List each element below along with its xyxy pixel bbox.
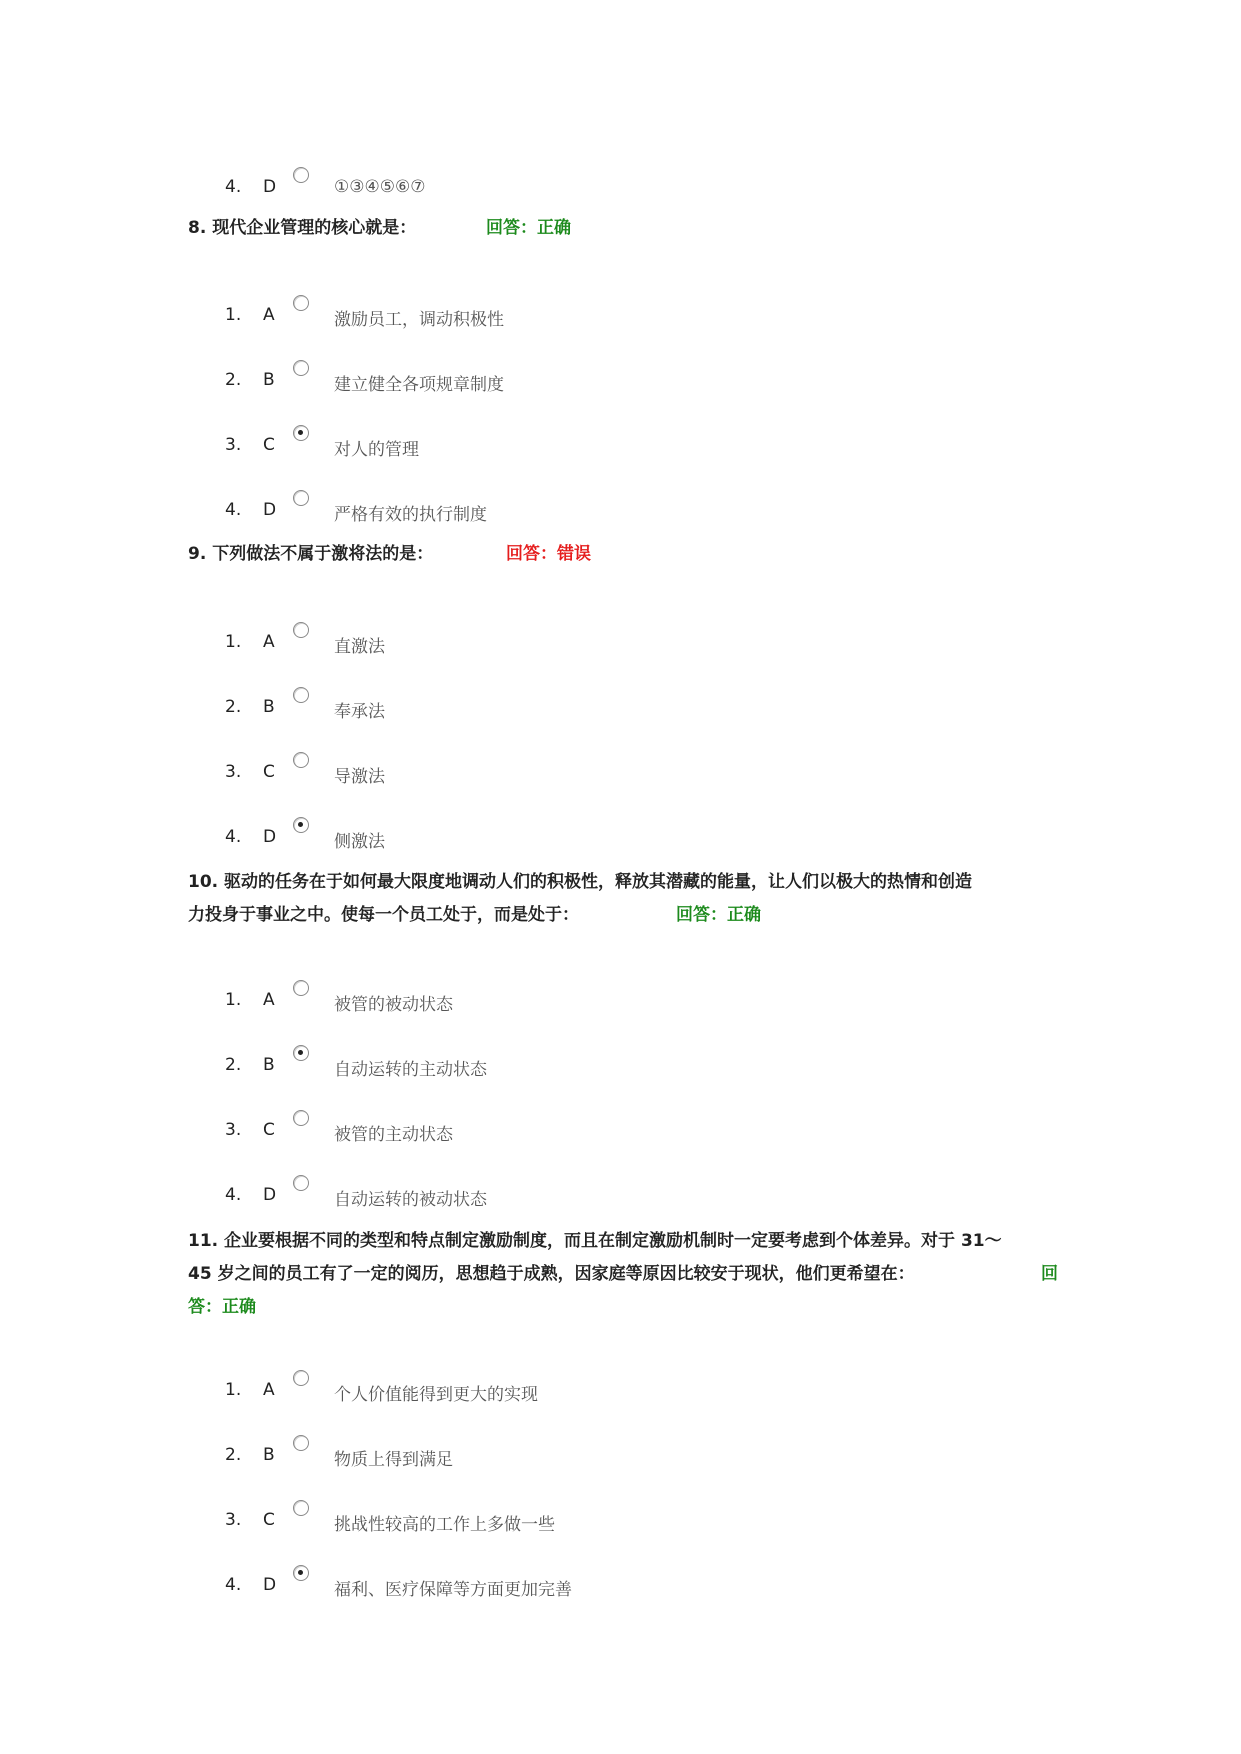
option-number: 2.	[225, 1055, 242, 1075]
question-10	[188, 866, 972, 932]
option-row	[0, 1575, 800, 1605]
option-text: 被管的被动状态	[334, 995, 453, 1015]
radio-button[interactable]	[293, 752, 309, 768]
option-text: 奉承法	[334, 702, 385, 722]
option-row	[0, 1055, 800, 1085]
option-text: 个人价值能得到更大的实现	[334, 1385, 538, 1405]
option-text: 挑战性较高的工作上多做一些	[334, 1515, 555, 1535]
question-text: 力投身于事业之中。使每一个员工处于，而是处于：	[188, 905, 579, 925]
radio-button[interactable]	[293, 360, 309, 376]
radio-button-selected[interactable]	[293, 1045, 309, 1061]
option-row	[0, 1510, 800, 1540]
option-letter: B	[263, 1445, 275, 1465]
radio-button[interactable]	[293, 1500, 309, 1516]
option-number: 3.	[225, 762, 242, 782]
radio-button[interactable]	[293, 980, 309, 996]
answer-result: 回答：正确	[486, 218, 571, 238]
option-letter: D	[263, 177, 277, 197]
option-row	[0, 827, 800, 857]
radio-button-selected[interactable]	[293, 1565, 309, 1581]
option-letter: A	[263, 305, 275, 325]
option-number: 3.	[225, 1120, 242, 1140]
option-row	[0, 762, 800, 792]
radio-button[interactable]	[293, 490, 309, 506]
option-row	[0, 990, 800, 1020]
option-text: 物质上得到满足	[334, 1450, 453, 1470]
option-row	[0, 697, 800, 727]
question-text-line-2	[188, 899, 972, 932]
question-9	[188, 538, 591, 571]
option-row	[0, 500, 800, 530]
option-text: 福利、医疗保障等方面更加完善	[334, 1580, 572, 1600]
answer-result: 回答：正确	[676, 905, 761, 925]
option-number: 4.	[225, 500, 242, 520]
option-text: 自动运转的主动状态	[334, 1060, 487, 1080]
option-number: 1.	[225, 990, 242, 1010]
option-text: ①③④⑤⑥⑦	[334, 177, 426, 197]
answer-result: 回答：错误	[506, 544, 591, 564]
option-row	[0, 1445, 800, 1475]
radio-button[interactable]	[293, 1370, 309, 1386]
option-number: 3.	[225, 1510, 242, 1530]
option-row	[0, 435, 800, 465]
question-text-line-2	[188, 1258, 1058, 1291]
option-letter: C	[263, 1120, 275, 1140]
option-text: 直激法	[334, 637, 385, 657]
option-letter: B	[263, 370, 275, 390]
option-letter: C	[263, 435, 275, 455]
option-row	[0, 370, 800, 400]
question-text: 8. 现代企业管理的核心就是：	[188, 218, 417, 238]
option-row	[0, 177, 800, 207]
option-letter: C	[263, 1510, 275, 1530]
question-text-line-1: 10. 驱动的任务在于如何最大限度地调动人们的积极性，释放其潜藏的能量，让人们以极大的热情和创造	[188, 872, 973, 892]
option-letter: D	[263, 1575, 277, 1595]
option-number: 4.	[225, 177, 242, 197]
radio-button-selected[interactable]	[293, 425, 309, 441]
question-11	[188, 1225, 1058, 1324]
option-number: 1.	[225, 1380, 242, 1400]
option-row	[0, 1120, 800, 1150]
option-number: 2.	[225, 370, 242, 390]
question-text-line-1: 11. 企业要根据不同的类型和特点制定激励制度，而且在制定激励机制时一定要考虑到个体差异。对于 31～	[188, 1231, 1002, 1251]
radio-button-selected[interactable]	[293, 817, 309, 833]
question-text: 45 岁之间的员工有了一定的阅历，思想趋于成熟，因家庭等原因比较安于现状，他们更希望在：	[188, 1264, 915, 1284]
option-row	[0, 1380, 800, 1410]
radio-button[interactable]	[293, 622, 309, 638]
option-row	[0, 632, 800, 662]
answer-prefix: 回	[1041, 1264, 1058, 1284]
option-text: 激励员工，调动积极性	[334, 310, 504, 330]
option-text: 对人的管理	[334, 440, 419, 460]
option-text: 严格有效的执行制度	[334, 505, 487, 525]
radio-button[interactable]	[293, 1110, 309, 1126]
option-number: 2.	[225, 1445, 242, 1465]
option-letter: B	[263, 1055, 275, 1075]
option-letter: C	[263, 762, 275, 782]
radio-button[interactable]	[293, 167, 309, 183]
option-letter: D	[263, 1185, 277, 1205]
option-text: 导激法	[334, 767, 385, 787]
option-letter: A	[263, 632, 275, 652]
option-text: 自动运转的被动状态	[334, 1190, 487, 1210]
option-letter: B	[263, 697, 275, 717]
option-number: 4.	[225, 827, 242, 847]
option-letter: A	[263, 1380, 275, 1400]
option-letter: D	[263, 827, 277, 847]
question-8	[188, 212, 571, 245]
radio-button[interactable]	[293, 295, 309, 311]
option-number: 4.	[225, 1185, 242, 1205]
radio-button[interactable]	[293, 1175, 309, 1191]
option-number: 4.	[225, 1575, 242, 1595]
option-number: 1.	[225, 632, 242, 652]
option-text: 建立健全各项规章制度	[334, 375, 504, 395]
radio-button[interactable]	[293, 687, 309, 703]
option-text: 侧激法	[334, 832, 385, 852]
option-row	[0, 305, 800, 335]
option-text: 被管的主动状态	[334, 1125, 453, 1145]
option-letter: D	[263, 500, 277, 520]
option-letter: A	[263, 990, 275, 1010]
answer-result: 答：正确	[188, 1297, 256, 1317]
option-row	[0, 1185, 800, 1215]
radio-button[interactable]	[293, 1435, 309, 1451]
option-number: 3.	[225, 435, 242, 455]
question-text-line-3	[188, 1291, 1002, 1324]
question-text: 9. 下列做法不属于激将法的是：	[188, 544, 434, 564]
option-number: 2.	[225, 697, 242, 717]
option-number: 1.	[225, 305, 242, 325]
